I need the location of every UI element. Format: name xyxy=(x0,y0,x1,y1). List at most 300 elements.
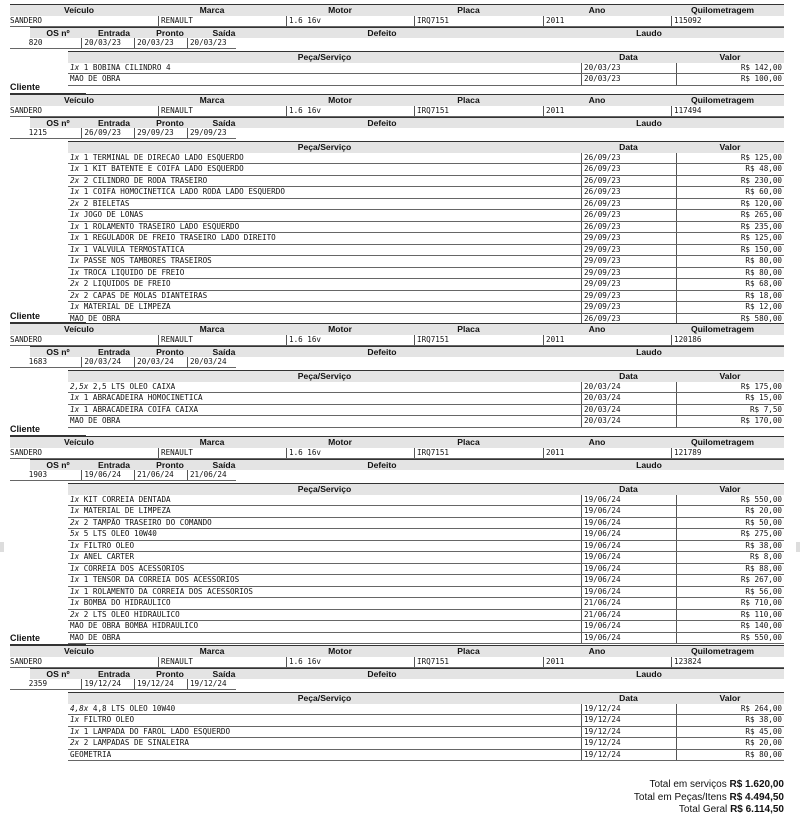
vehicle-col-header: Veículo xyxy=(63,437,95,447)
item-name: 5 LTS OLEO 10W40 xyxy=(83,529,157,538)
value-header: Valor xyxy=(719,484,741,494)
os-number-value: 1683 xyxy=(28,356,48,366)
item-name: MAO DE OBRA BOMBA HIDRAULICO xyxy=(70,621,199,630)
totals-summary xyxy=(634,779,784,817)
item-row xyxy=(68,621,784,633)
item-value: R$ 235,00 xyxy=(676,222,784,233)
total-general-label: Total Geral xyxy=(678,804,728,815)
defect-header: Defeito xyxy=(250,117,514,128)
item-value: R$ 275,00 xyxy=(676,529,784,540)
item-row xyxy=(68,529,784,541)
item-row xyxy=(68,738,784,750)
service-order-block xyxy=(10,633,784,761)
item-quantity: 1x xyxy=(70,726,80,736)
engine-value: 1.6 16v xyxy=(286,106,414,117)
date-header: Data xyxy=(619,693,638,703)
item-row xyxy=(68,233,784,245)
part-service-header: Peça/Serviço xyxy=(297,693,352,703)
item-row xyxy=(68,575,784,587)
entry-date-header: Entrada xyxy=(86,668,142,679)
item-value: R$ 120,00 xyxy=(676,199,784,210)
items-table xyxy=(68,51,784,86)
brand-col-header: Marca xyxy=(199,95,225,105)
ready-date-value: 20/03/24 xyxy=(134,357,187,368)
mileage-col-header: Quilometragem xyxy=(690,437,755,447)
os-number-header: OS nº xyxy=(30,668,86,679)
item-value: R$ 550,00 xyxy=(676,495,784,506)
item-quantity: 2x xyxy=(70,279,80,288)
item-value: R$ 50,00 xyxy=(676,518,784,529)
item-quantity: 1x xyxy=(70,540,80,550)
engine-col-header: Motor xyxy=(328,5,352,15)
item-date: 29/09/23 xyxy=(581,302,676,313)
mileage-col-header: Quilometragem xyxy=(690,5,755,15)
item-quantity: 1x xyxy=(70,302,80,311)
item-description xyxy=(68,153,581,164)
exit-date-value: 19/12/24 xyxy=(187,679,236,690)
exit-date-header: Saída xyxy=(198,346,250,357)
report-header: Laudo xyxy=(514,346,784,357)
item-description xyxy=(68,727,581,738)
year-col-header: Ano xyxy=(588,5,606,15)
item-date: 26/09/23 xyxy=(581,153,676,164)
item-name: 1 REGULADOR DE FREIO TRASEIRO LADO DIREITO xyxy=(83,233,276,242)
spacer xyxy=(10,38,29,49)
service-order-block xyxy=(10,424,784,644)
os-number-value: 1215 xyxy=(28,127,48,137)
plate-value: IRQ7151 xyxy=(414,106,543,117)
item-name: 1 VALVULA TERMOSTATICA xyxy=(83,244,185,254)
brand-col-header: Marca xyxy=(199,437,225,447)
item-row xyxy=(68,541,784,553)
item-description xyxy=(68,621,581,632)
item-date: 20/03/24 xyxy=(581,382,676,393)
item-row xyxy=(68,382,784,394)
item-description xyxy=(68,256,581,267)
item-date: 21/06/24 xyxy=(581,598,676,609)
os-number-header: OS nº xyxy=(30,459,86,470)
year-col-header: Ano xyxy=(588,95,606,105)
item-value: R$ 140,00 xyxy=(676,621,784,632)
item-quantity: 1x xyxy=(70,575,80,584)
item-value: R$ 8,00 xyxy=(676,552,784,563)
item-description xyxy=(68,245,581,256)
item-name: 1 COIFA HOMOCINETICA LADO RODA LADO ESQUERDO xyxy=(83,187,285,196)
item-quantity: 1x xyxy=(70,506,80,515)
ready-date-value: 29/09/23 xyxy=(134,128,187,139)
item-row xyxy=(68,598,784,610)
item-row xyxy=(68,256,784,268)
left-scroll-marker xyxy=(0,542,4,552)
total-general-line xyxy=(634,804,784,817)
plate-value: IRQ7151 xyxy=(414,657,543,668)
vehicle-col-header: Veículo xyxy=(63,646,95,656)
item-name: TROCA LIQUIDO DE FREIO xyxy=(83,267,185,277)
report-header: Laudo xyxy=(514,27,784,38)
defect-header: Defeito xyxy=(250,668,514,679)
ready-date-value: 20/03/23 xyxy=(134,38,187,49)
item-name: 2 BIELETAS xyxy=(83,198,130,208)
item-description xyxy=(68,587,581,598)
client-label: Cliente xyxy=(10,311,86,323)
items-header-row xyxy=(68,483,784,495)
spacer xyxy=(10,117,30,128)
vehicle-values-row xyxy=(10,448,784,460)
item-date: 26/09/23 xyxy=(581,314,676,325)
item-value: R$ 88,00 xyxy=(676,564,784,575)
item-quantity: 1x xyxy=(70,404,80,414)
item-date: 29/09/23 xyxy=(581,245,676,256)
item-row xyxy=(68,727,784,739)
year-col-header: Ano xyxy=(588,324,606,334)
item-date: 29/09/23 xyxy=(581,233,676,244)
item-row xyxy=(68,587,784,599)
item-name: 2 LIQUIDOS DE FREIO xyxy=(83,279,171,288)
item-row xyxy=(68,187,784,199)
mileage-value: 117494 xyxy=(671,106,784,117)
item-value: R$ 68,00 xyxy=(676,279,784,290)
mileage-value: 121789 xyxy=(671,448,784,459)
items-header-row xyxy=(68,51,784,63)
item-quantity: 1x xyxy=(70,164,80,173)
defect-header: Defeito xyxy=(250,27,514,38)
item-quantity: 2x xyxy=(70,175,80,185)
plate-value: IRQ7151 xyxy=(414,16,543,27)
item-date: 20/03/23 xyxy=(581,74,676,85)
entry-date-header: Entrada xyxy=(86,459,142,470)
item-description xyxy=(68,393,581,404)
item-value: R$ 267,00 xyxy=(676,575,784,586)
item-name: 2,5 LTS OLEO CAIXA xyxy=(92,381,176,391)
item-description xyxy=(68,63,581,74)
item-description xyxy=(68,529,581,540)
item-row xyxy=(68,610,784,622)
total-parts-label: Total em Peças/Itens xyxy=(633,791,727,803)
item-name: ANEL CARTER xyxy=(83,552,135,561)
item-name: 1 ROLAMENTO TRASEIRO LADO ESQUERDO xyxy=(83,221,240,231)
vehicle-value: SANDERO xyxy=(10,105,43,115)
item-quantity: 1x xyxy=(70,233,80,242)
brand-value: RENAULT xyxy=(158,16,286,27)
item-row xyxy=(68,222,784,234)
brand-value: RENAULT xyxy=(158,106,286,117)
item-name: 1 KIT BATENTE E COIFA LADO ESQUERDO xyxy=(83,164,244,173)
item-date: 19/06/24 xyxy=(581,529,676,540)
os-header-row xyxy=(10,459,784,470)
exit-date-value: 21/06/24 xyxy=(187,470,236,481)
item-value: R$ 45,00 xyxy=(676,727,784,738)
item-date: 19/06/24 xyxy=(581,621,676,632)
item-description xyxy=(68,598,581,609)
ready-date-header: Pronto xyxy=(142,668,198,679)
items-table xyxy=(68,483,784,644)
items-header-row xyxy=(68,141,784,153)
item-description xyxy=(68,541,581,552)
item-date: 19/06/24 xyxy=(581,633,676,644)
os-values-row xyxy=(10,128,236,140)
item-date: 29/09/23 xyxy=(581,256,676,267)
total-general-value: R$ 6.114,50 xyxy=(730,804,784,815)
item-name: 1 TERMINAL DE DIRECAO LADO ESQUERDO xyxy=(83,152,244,162)
plate-col-header: Placa xyxy=(457,95,480,105)
item-quantity: 1x xyxy=(70,256,80,265)
os-number-header: OS nº xyxy=(30,346,86,357)
item-description xyxy=(68,187,581,198)
item-name: CORREIA DOS ACESSORIOS xyxy=(83,563,185,573)
item-date: 26/09/23 xyxy=(581,187,676,198)
item-value: R$ 80,00 xyxy=(676,268,784,279)
item-description xyxy=(68,176,581,187)
item-value: R$ 18,00 xyxy=(676,291,784,302)
item-value: R$ 230,00 xyxy=(676,176,784,187)
service-order-block xyxy=(10,311,784,428)
year-value: 2011 xyxy=(543,106,671,117)
item-description xyxy=(68,715,581,726)
vehicle-values-row xyxy=(10,16,784,28)
exit-date-value: 20/03/24 xyxy=(187,357,236,368)
item-description xyxy=(68,405,581,416)
vehicle-col-header: Veículo xyxy=(63,5,95,15)
ready-date-header: Pronto xyxy=(142,117,198,128)
entry-date-header: Entrada xyxy=(86,27,142,38)
item-value: R$ 12,00 xyxy=(676,302,784,313)
vehicle-header-row xyxy=(10,645,784,657)
items-table xyxy=(68,692,784,761)
vehicle-value: SANDERO xyxy=(10,447,43,457)
plate-col-header: Placa xyxy=(457,646,480,656)
os-number-value: 820 xyxy=(28,37,43,47)
item-row xyxy=(68,405,784,417)
vehicle-values-row xyxy=(10,106,784,118)
os-header-row xyxy=(10,346,784,357)
item-date: 20/03/24 xyxy=(581,405,676,416)
item-value: R$ 80,00 xyxy=(676,750,784,761)
item-row xyxy=(68,245,784,257)
item-value: R$ 20,00 xyxy=(676,506,784,517)
item-row xyxy=(68,564,784,576)
item-date: 19/06/24 xyxy=(581,587,676,598)
item-date: 20/03/24 xyxy=(581,416,676,427)
entry-date-value: 19/12/24 xyxy=(81,679,134,690)
item-description xyxy=(68,564,581,575)
item-description xyxy=(68,738,581,749)
item-row xyxy=(68,518,784,530)
os-values-row xyxy=(10,357,236,369)
item-date: 19/12/24 xyxy=(581,727,676,738)
report-header: Laudo xyxy=(514,459,784,470)
item-value: R$ 125,00 xyxy=(676,233,784,244)
spacer xyxy=(10,27,30,38)
engine-col-header: Motor xyxy=(328,437,352,447)
entry-date-value: 19/06/24 xyxy=(81,470,134,481)
ready-date-header: Pronto xyxy=(142,459,198,470)
item-value: R$ 710,00 xyxy=(676,598,784,609)
item-date: 20/03/23 xyxy=(581,63,676,74)
vehicle-values-row xyxy=(10,335,784,347)
ready-date-header: Pronto xyxy=(142,27,198,38)
brand-col-header: Marca xyxy=(199,5,225,15)
item-value: R$ 38,00 xyxy=(676,541,784,552)
total-services-label: Total em serviços xyxy=(649,779,727,790)
item-row xyxy=(68,495,784,507)
os-values-row xyxy=(10,38,236,50)
item-value: R$ 20,00 xyxy=(676,738,784,749)
exit-date-header: Saída xyxy=(198,668,250,679)
mileage-col-header: Quilometragem xyxy=(690,324,755,334)
item-name: MATERIAL DE LIMPEZA xyxy=(83,506,171,515)
item-name: 1 ABRACADEIRA HOMOCINETICA xyxy=(83,393,203,402)
item-name: GEOMETRIA xyxy=(70,749,112,759)
item-name: 1 ROLAMENTO DA CORREIA DOS ACESSORIOS xyxy=(83,586,253,596)
item-name: MAO DE OBRA xyxy=(70,416,121,425)
item-quantity: 2x xyxy=(70,517,80,527)
item-date: 19/06/24 xyxy=(581,541,676,552)
item-description xyxy=(68,279,581,290)
item-quantity: 1x xyxy=(70,552,80,561)
plate-value: IRQ7151 xyxy=(414,335,543,346)
item-name: JOGO DE LONAS xyxy=(83,210,144,219)
item-name: FILTRO OLEO xyxy=(83,715,135,724)
item-description xyxy=(68,495,581,506)
year-value: 2011 xyxy=(543,16,671,27)
right-scroll-marker xyxy=(796,542,800,552)
item-description xyxy=(68,704,581,715)
item-value: R$ 56,00 xyxy=(676,587,784,598)
date-header: Data xyxy=(619,52,638,62)
client-label: Cliente xyxy=(10,82,86,94)
item-name: FILTRO OLEO xyxy=(83,540,135,550)
item-date: 19/12/24 xyxy=(581,738,676,749)
vehicle-header-row xyxy=(10,4,784,16)
item-description xyxy=(68,210,581,221)
os-number-value: 1903 xyxy=(28,469,48,479)
brand-value: RENAULT xyxy=(158,448,286,459)
items-header-row xyxy=(68,692,784,704)
defect-header: Defeito xyxy=(250,346,514,357)
item-date: 26/09/23 xyxy=(581,222,676,233)
exit-date-header: Saída xyxy=(198,117,250,128)
exit-date-value: 29/09/23 xyxy=(187,128,236,139)
item-date: 19/06/24 xyxy=(581,518,676,529)
item-value: R$ 100,00 xyxy=(676,74,784,85)
total-parts-line xyxy=(634,792,784,805)
date-header: Data xyxy=(619,142,638,152)
item-value: R$ 38,00 xyxy=(676,715,784,726)
year-col-header: Ano xyxy=(588,437,606,447)
item-value: R$ 48,00 xyxy=(676,164,784,175)
client-label: Cliente xyxy=(10,424,86,436)
os-header-row xyxy=(10,27,784,38)
item-row xyxy=(68,210,784,222)
vehicle-header-row xyxy=(10,436,784,448)
engine-value: 1.6 16v xyxy=(286,448,414,459)
part-service-header: Peça/Serviço xyxy=(297,142,352,152)
entry-date-header: Entrada xyxy=(86,117,142,128)
item-value: R$ 60,00 xyxy=(676,187,784,198)
part-service-header: Peça/Serviço xyxy=(297,52,352,62)
item-quantity: 1x xyxy=(70,62,80,72)
item-date: 26/09/23 xyxy=(581,164,676,175)
exit-date-header: Saída xyxy=(198,459,250,470)
item-quantity: 1x xyxy=(70,563,80,573)
vehicle-header-row xyxy=(10,323,784,335)
client-label: Cliente xyxy=(10,633,86,645)
item-value: R$ 80,00 xyxy=(676,256,784,267)
item-description xyxy=(68,506,581,517)
item-quantity: 1x xyxy=(70,598,80,607)
item-date: 21/06/24 xyxy=(581,610,676,621)
spacer xyxy=(10,470,29,481)
item-row xyxy=(68,506,784,518)
item-quantity: 1x xyxy=(70,152,80,162)
spacer xyxy=(10,357,29,368)
items-header-row xyxy=(68,370,784,382)
item-name: 2 LAMPADAS DE SINALEIRA xyxy=(83,738,189,747)
item-name: PASSE NOS TAMBORES TRASEIROS xyxy=(83,256,212,265)
brand-value: RENAULT xyxy=(158,657,286,668)
item-quantity: 1x xyxy=(70,210,80,219)
os-header-row xyxy=(10,117,784,128)
item-quantity: 1x xyxy=(70,494,80,504)
item-value: R$ 110,00 xyxy=(676,610,784,621)
item-name: 4,8 LTS OLEO 10W40 xyxy=(92,703,176,713)
item-quantity: 5x xyxy=(70,529,80,538)
items-table xyxy=(68,370,784,428)
spacer xyxy=(10,668,30,679)
item-description xyxy=(68,610,581,621)
item-name: MATERIAL DE LIMPEZA xyxy=(83,302,171,311)
vehicle-value: SANDERO xyxy=(10,15,43,25)
entry-date-value: 20/03/23 xyxy=(81,38,134,49)
item-row xyxy=(68,164,784,176)
year-value: 2011 xyxy=(543,657,671,668)
vehicle-col-header: Veículo xyxy=(63,324,95,334)
item-quantity: 2x xyxy=(70,738,80,747)
item-name: 2 CILINDRO DE RODA TRASEIRO xyxy=(83,175,208,185)
item-description xyxy=(68,552,581,563)
os-number-value: 2359 xyxy=(28,678,48,688)
os-number-header: OS nº xyxy=(30,117,86,128)
item-quantity: 2x xyxy=(70,198,80,208)
item-description xyxy=(68,233,581,244)
plate-col-header: Placa xyxy=(457,5,480,15)
date-header: Data xyxy=(619,371,638,381)
item-date: 26/09/23 xyxy=(581,176,676,187)
item-value: R$ 15,00 xyxy=(676,393,784,404)
engine-value: 1.6 16v xyxy=(286,657,414,668)
item-value: R$ 265,00 xyxy=(676,210,784,221)
entry-date-header: Entrada xyxy=(86,346,142,357)
item-date: 20/03/24 xyxy=(581,393,676,404)
defect-header: Defeito xyxy=(250,459,514,470)
item-description xyxy=(68,291,581,302)
item-quantity: 1x xyxy=(70,586,80,596)
vehicle-header-row xyxy=(10,94,784,106)
mileage-value: 123824 xyxy=(671,657,784,668)
report-header: Laudo xyxy=(514,117,784,128)
item-description xyxy=(68,575,581,586)
item-description xyxy=(68,518,581,529)
item-date: 19/06/24 xyxy=(581,575,676,586)
os-header-row xyxy=(10,668,784,679)
engine-col-header: Motor xyxy=(328,95,352,105)
item-name: MAO DE OBRA xyxy=(70,74,121,83)
item-name: 2 TAMPÃO TRASEIRO DO COMANDO xyxy=(83,517,212,527)
spacer xyxy=(10,459,30,470)
item-quantity: 1x xyxy=(70,267,80,277)
ready-date-value: 21/06/24 xyxy=(134,470,187,481)
os-number-header: OS nº xyxy=(30,27,86,38)
